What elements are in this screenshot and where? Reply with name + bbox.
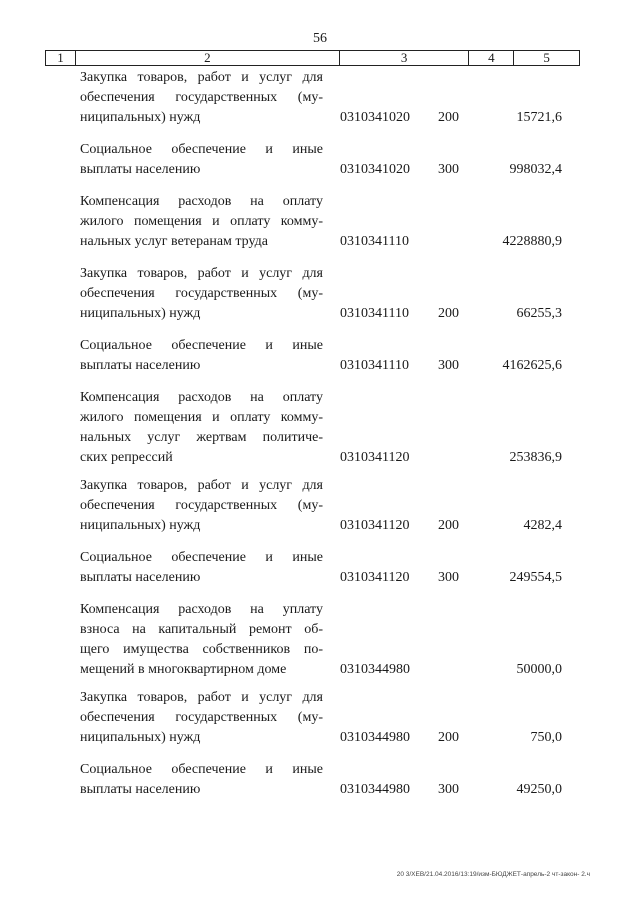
- row-description: [80, 548, 323, 588]
- description-line: Закупка товаров, работ и услуг для: [80, 70, 323, 85]
- description-line: жилого помещения и оплату комму-: [80, 214, 323, 229]
- description-line: ниципальных) нужд: [80, 518, 201, 533]
- row-expense-type: 300: [438, 570, 459, 585]
- row-code: 0310341110: [340, 358, 409, 373]
- footer-stamp: 20 3/ХЕВ/21.04.2016/13:19/изм-БЮДЖЕТ-апрель-2 чт-закон- 2.ч: [396, 871, 590, 878]
- row-expense-type: 200: [438, 730, 459, 745]
- row-amount: 66255,3: [516, 306, 562, 321]
- row-code: 0310344980: [340, 782, 410, 797]
- row-expense-type: 200: [438, 306, 459, 321]
- description-line: жилого помещения и оплату комму-: [80, 410, 323, 425]
- description-line: Закупка товаров, работ и услуг для: [80, 478, 323, 493]
- row-expense-type: 300: [438, 358, 459, 373]
- row-code: 0310341120: [340, 570, 410, 585]
- row-description: [80, 388, 323, 468]
- row-code: 0310341120: [340, 450, 410, 465]
- row-description: [80, 760, 323, 800]
- row-amount: 253836,9: [509, 450, 562, 465]
- row-description: [80, 264, 323, 324]
- row-amount: 4282,4: [523, 518, 562, 533]
- row-code: 0310344980: [340, 662, 410, 677]
- description-line: щего имущества собственников по-: [80, 642, 323, 657]
- row-description: [80, 68, 323, 128]
- table-header: [45, 50, 580, 66]
- row-code: 0310341020: [340, 162, 410, 177]
- description-line: Компенсация расходов на оплату: [80, 390, 323, 405]
- description-line: обеспечения государственных (му-: [80, 710, 323, 725]
- row-amount: 4228880,9: [502, 234, 562, 249]
- row-description: [80, 688, 323, 748]
- row-amount: 750,0: [530, 730, 562, 745]
- header-col-3: 3: [340, 51, 470, 65]
- description-line: Социальное обеспечение и иные: [80, 762, 323, 777]
- row-amount: 249554,5: [509, 570, 562, 585]
- description-line: обеспечения государственных (му-: [80, 90, 323, 105]
- description-line: Компенсация расходов на оплату: [80, 194, 323, 209]
- description-line: Закупка товаров, работ и услуг для: [80, 266, 323, 281]
- row-expense-type: 200: [438, 518, 459, 533]
- row-description: [80, 192, 323, 252]
- row-description: [80, 336, 323, 376]
- row-expense-type: 300: [438, 162, 459, 177]
- description-line: ниципальных) нужд: [80, 110, 201, 125]
- description-line: Социальное обеспечение и иные: [80, 550, 323, 565]
- description-line: выплаты населению: [80, 162, 201, 177]
- header-col-1: 1: [46, 51, 76, 65]
- header-col-4: 4: [469, 51, 514, 65]
- header-col-2: 2: [76, 51, 340, 65]
- description-line: нальных услуг жертвам политиче-: [80, 430, 323, 445]
- row-amount: 49250,0: [516, 782, 562, 797]
- description-line: Компенсация расходов на уплату: [80, 602, 323, 617]
- row-code: 0310341020: [340, 110, 410, 125]
- description-line: взноса на капитальный ремонт об-: [80, 622, 323, 637]
- description-line: выплаты населению: [80, 358, 201, 373]
- description-line: обеспечения государственных (му-: [80, 498, 323, 513]
- row-amount: 998032,4: [509, 162, 562, 177]
- description-line: Закупка товаров, работ и услуг для: [80, 690, 323, 705]
- row-code: 0310341110: [340, 306, 409, 321]
- row-description: [80, 476, 323, 536]
- description-line: ских репрессий: [80, 450, 173, 465]
- description-line: нальных услуг ветеранам труда: [80, 234, 268, 249]
- row-code: 0310341110: [340, 234, 409, 249]
- description-line: Социальное обеспечение и иные: [80, 338, 323, 353]
- page-number: 56: [313, 31, 327, 46]
- header-col-5: 5: [543, 50, 550, 65]
- row-expense-type: 300: [438, 782, 459, 797]
- row-expense-type: 200: [438, 110, 459, 125]
- row-code: 0310341120: [340, 518, 410, 533]
- row-amount: 50000,0: [516, 662, 562, 677]
- description-line: обеспечения государственных (му-: [80, 286, 323, 301]
- row-description: [80, 600, 323, 680]
- row-code: 0310344980: [340, 730, 410, 745]
- description-line: ниципальных) нужд: [80, 730, 201, 745]
- description-line: ниципальных) нужд: [80, 306, 201, 321]
- row-amount: 4162625,6: [502, 358, 562, 373]
- description-line: выплаты населению: [80, 782, 201, 797]
- description-line: Социальное обеспечение и иные: [80, 142, 323, 157]
- row-description: [80, 140, 323, 180]
- description-line: мещений в многоквартирном доме: [80, 662, 287, 677]
- row-amount: 15721,6: [516, 110, 562, 125]
- description-line: выплаты населению: [80, 570, 201, 585]
